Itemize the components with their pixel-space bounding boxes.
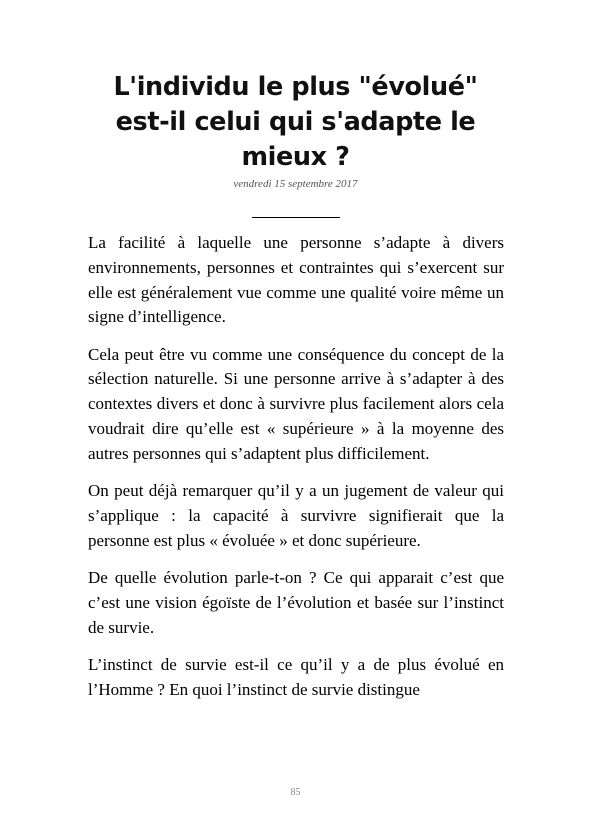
paragraph: Cela peut être vu comme une conséquence du concept de la sélection naturelle. Si une personne arrive à s’adapter à des contextes divers et donc à survivre plus facilement alors cela voudrait dire qu’elle est « supérieure » à la moyenne des autres personnes qui s’adaptent plus difficilement. [88,344,504,463]
article-title: L'individu le plus "évolué" est-il celui qui s'adapte le mieux ? [113,72,478,172]
publication-date: vendredi 15 septembre 2017 [233,178,358,190]
paragraph: On peut déjà remarquer qu’il y a un jugement de valeur qui s’applique : la capacité à survivre signifierait que la personne est plus « évoluée » et donc supérieure. [88,481,504,550]
article-body [88,231,504,715]
title-separator [252,217,340,218]
paragraph: La facilité à laquelle une personne s’adapte à divers environnements, personnes et contraintes qui s’exercent sur elle est généralement vue comme une qualité voire même un signe d’intelligence. [88,233,504,327]
paragraph: L’instinct de survie est-il ce qu’il y a de plus évolué en l’Homme ? En quoi l’instinct de survie distingue [88,654,504,699]
page-number: 85 [290,787,301,798]
paragraph: De quelle évolution parle-t-on ? Ce qui apparait c’est que c’est une vision égoïste de l’évolution et basée sur l’instinct de survie. [88,568,504,637]
